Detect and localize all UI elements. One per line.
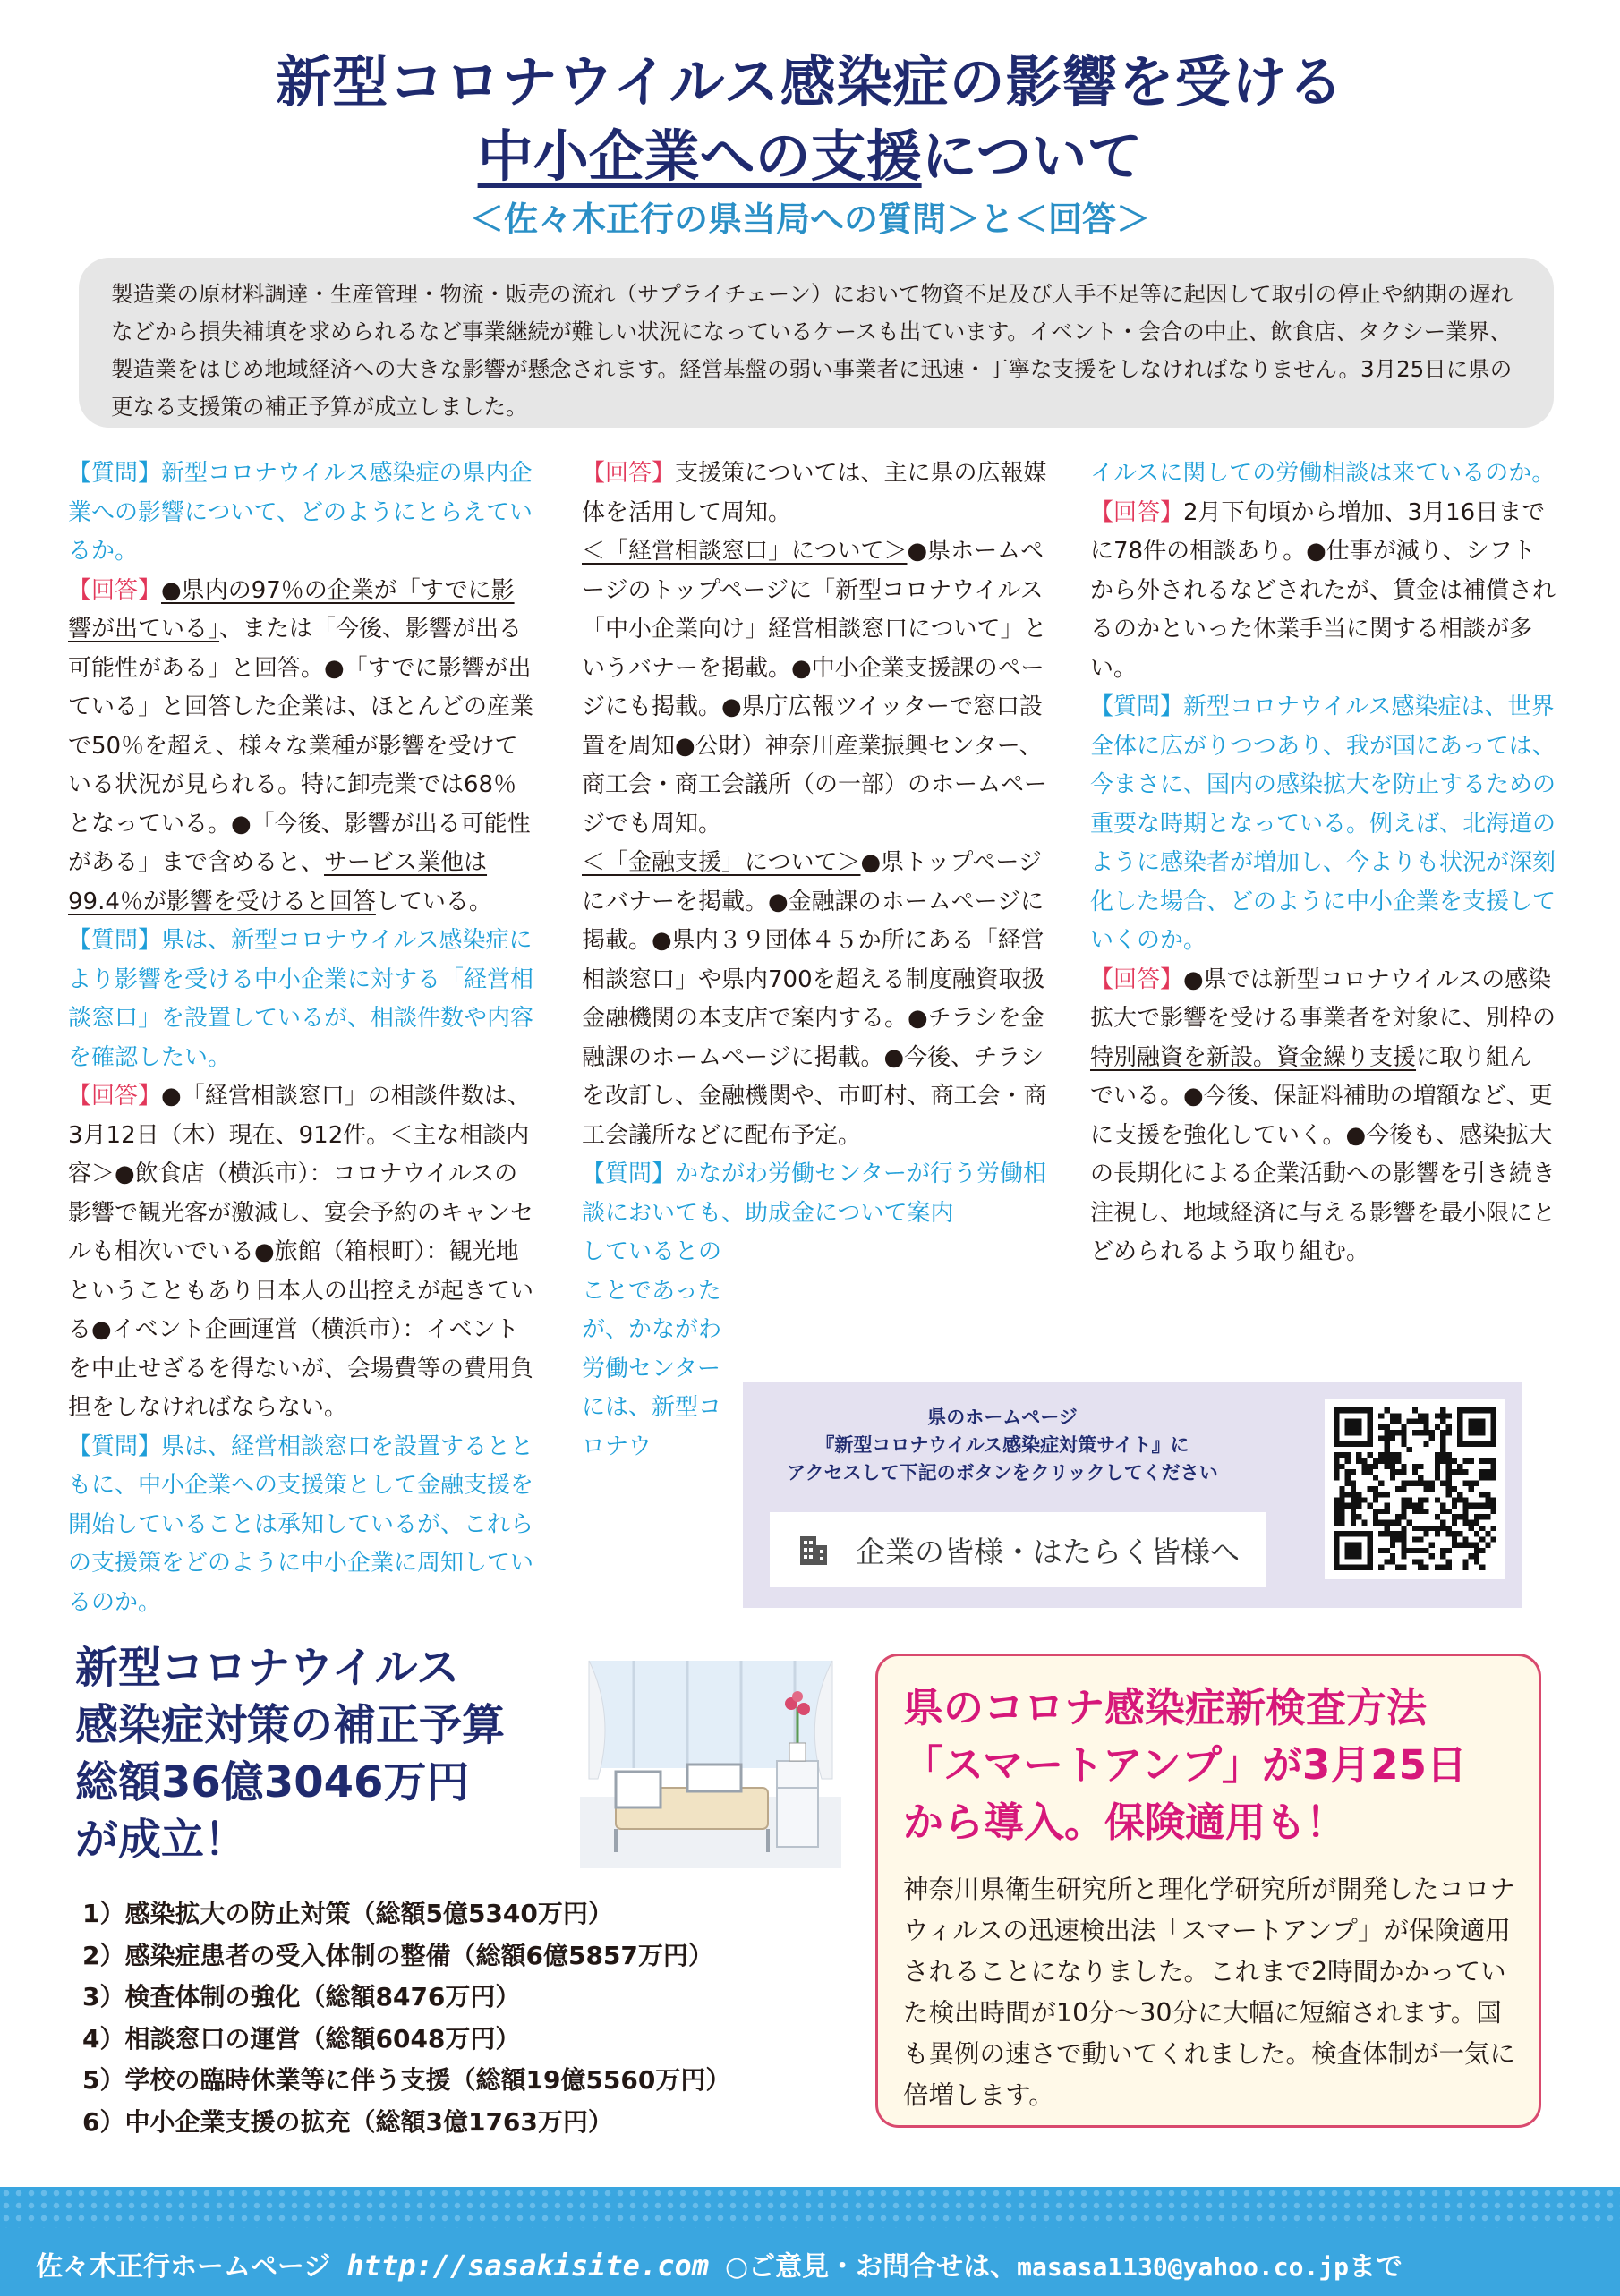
answer-tag: 【回答】: [582, 460, 676, 487]
question-3: 県は、経営相談窓口を設置するとともに、中小企業への支援策として金融支援を開始していることは承知しているが、これらの支援策をどのように中小企業に周知しているのか。: [68, 1433, 534, 1616]
page-title-line2: [0, 112, 1620, 191]
qr-code[interactable]: [1325, 1399, 1505, 1579]
list-item: 2）感染症患者の受入体制の整備（総額6億5857万円）: [82, 1940, 713, 1970]
answer-1-highlight-1: ●県内の97％の企業が「すでに影響が出ている」: [68, 576, 515, 642]
budget-list: [82, 1893, 730, 2143]
footer: [0, 2187, 1620, 2296]
answer-1-highlight-2: サービス業他は99.4％が影響を受けると回答: [68, 849, 488, 915]
answer-tag: 【回答】: [1090, 965, 1184, 993]
title-rest: について: [921, 123, 1143, 189]
question-tag: 【質問】: [68, 927, 162, 954]
smart-amp-title: [903, 1679, 1467, 1851]
building-icon: [797, 1533, 831, 1567]
question-tag: 【質問】: [1090, 693, 1184, 720]
intro-box: 製造業の原材料調達・生産管理・物流・販売の流れ（サプライチェーン）において物資不足及び人手不足等に起因して取引の停止や納期の遅れなどから損失補填を求められるなど事業継続が難しい状況になっているケースも出ています。イベント・会合の中止、飲食店、タクシー業界、製造業をはじめ地域経済への大きな影響が懸念されます。経営基盤の弱い事業者に迅速・丁寧な支援をしなければなりません。3月25日に県の更なる支援策の補正予算が成立しました。: [79, 258, 1554, 428]
budget-title-line-4: が成立！: [75, 1815, 248, 1865]
answer-4: 2月下旬頃から増加、3月16日までに78件の相談あり。●仕事が減り、シフトから外されるなどされたが、賃金は補償されるのかといった休業手当に関する相談が多い。: [1090, 498, 1556, 682]
answer-3-text-3: ●県トップページにバナーを掲載。●金融課のホームページに掲載。●県内３９団体４５か所にある「経営相談窓口」や県内700を超える制度融資取扱金融機関の本支店で案内する。●チラシを金融課のホームページに掲載。●今後、チラシを改訂し、金融機関や、市町村、商工会・商工会議所などに配布予定。: [582, 849, 1047, 1149]
smart-amp-body: 神奈川県衛生研究所と理化学研究所が開発したコロナウィルスの迅速検出法「スマートアンプ」が保険適用されることになりました。これまで2時間かかっていた検出時間が10分～30分に大幅に短縮されます。国も異例の速さで動いてくれました。検査体制が一気に倍増します。: [903, 1875, 1516, 2110]
page-title: 新型コロナウイルス感染症の影響を受ける: [276, 49, 1344, 115]
list-item: 5）学校の臨時休業等に伴う支援（総額19億5560万円）: [82, 2065, 731, 2095]
homepage-info-box: [743, 1382, 1522, 1608]
companies-workers-button[interactable]: [770, 1512, 1266, 1587]
answer-tag: 【回答】: [68, 1083, 162, 1110]
question-4-part-1: かながわ労働センターが行う労働相談においても、助成金について案内: [582, 1161, 1046, 1227]
footer-dot-pattern: [0, 2187, 1620, 2228]
question-5: 新型コロナウイルス感染症は、世界全体に広がりつつあり、我が国にあっては、今まさに、国内の感染拡大を防止するための重要な時期となっている。例えば、北海道のように感染者が増加し、今よりも状況が深刻化した場合、どのように中小企業を支援していくのか。: [1090, 693, 1556, 954]
qa-column-3: [1090, 455, 1556, 1272]
answer-3-text-1: 支援策については、主に県の広報媒体を活用して周知。: [582, 460, 1047, 526]
answer-3-heading-1: ＜「経営相談窓口」について＞: [582, 538, 908, 565]
smart-amp-box: [875, 1654, 1541, 2128]
answer-5-text-1: ●県では新型コロナウイルスの感染拡大で影響を受ける事業者を対象に、別枠の: [1090, 965, 1556, 1032]
answer-tag: 【回答】: [68, 576, 162, 604]
button-label: 企業の皆様・はたらく皆様へ: [856, 1534, 1240, 1569]
homepage-line-3: アクセスして下記のボタンをクリックしてください: [787, 1462, 1218, 1484]
title-underlined: 中小企業への支援: [477, 123, 922, 189]
list-item: 3）検査体制の強化（総額8476万円）: [82, 1982, 521, 2011]
list-item: 4）相談窓口の運営（総額6048万円）: [82, 2023, 521, 2054]
homepage-line-2: 『新型コロナウイルス感染症対策サイト』に: [815, 1434, 1189, 1456]
answer-5-highlight: 特別融資を新設。資金繰り支援: [1090, 1043, 1417, 1071]
footer-text: [36, 2244, 1403, 2283]
answer-1-text-1: 、または「今後、影響が出る可能性がある」と回答。●「すでに影響が出ている」と回答した企業は、ほとんどの産業で50％を超え、様々な業種が影響を受けている状況が見られる。特に卸売業では68％となっている。●「今後、影響が出る可能性がある」まで含めると、: [68, 616, 534, 876]
homepage-instructions: [770, 1404, 1235, 1487]
answer-3-heading-2: ＜「金融支援」について＞: [582, 849, 861, 876]
homepage-link[interactable]: http://sasakisite.com: [346, 2249, 709, 2283]
question-1: 新型コロナウイルス感染症の県内企業への影響について、どのようにとらえているか。: [68, 460, 533, 565]
budget-title-line-1: 新型コロナウイルス: [75, 1643, 460, 1693]
question-tag: 【質問】: [68, 1433, 162, 1460]
answer-1-text-2: している。: [375, 888, 492, 915]
email-link[interactable]: masasa1130@yahoo.co.jp: [1017, 2252, 1350, 2282]
footer-label: 佐々木正行ホームページ: [36, 2251, 331, 2283]
question-4-part-3: イルスに関しての労働相談は来ているのか。: [1090, 460, 1556, 487]
footer-contact: ○ご意見・お問合せは、: [724, 2251, 1018, 2283]
qa-column-1: [68, 455, 535, 1622]
answer-3-text-2: ●県ホームページのトップページに「新型コロナウイルス「中小企業向け」経営相談窓口について」というバナーを掲載。●中小企業支援課のページにも掲載。●県庁広報ツイッターで窓口設置を周知●公財）神奈川産業振興センター、商工会・商工会議所（の一部）のホームページでも周知。: [582, 538, 1048, 838]
budget-title-line-3: 総額36億3046万円: [75, 1757, 470, 1807]
question-tag: 【質問】: [582, 1161, 676, 1187]
hospital-room-illustration: [580, 1654, 841, 1868]
question-4-part-2: しているとのことであったが、かながわ労働センターには、新型コロナウ: [582, 1238, 722, 1460]
qa-column-2: [582, 455, 1049, 1467]
question-tag: 【質問】: [68, 460, 162, 487]
answer-5-text-2: に取り組んでいる。●今後、保証料補助の増額など、更に支援を強化していく。●今後も、感染拡大の長期化による企業活動への影響を引き続き注視し、地域経済に与える影響を最小限にとどめられるよう取り組む。: [1090, 1043, 1556, 1265]
answer-2: ●「経営相談窓口」の相談件数は、3月12日（木）現在、912件。＜主な相談内容＞●飲食店（横浜市）：コロナウイルスの影響で観光客が激減し、宴会予約のキャンセルも相次いでいる●旅館（箱根町）：観光地ということもあり日本人の出控えが起きている●イベント企画運営（横浜市）：イベントを中止せざるを得ないが、会場費等の費用負担をしなければならない。: [68, 1083, 534, 1421]
answer-tag: 【回答】: [1090, 498, 1184, 526]
footer-suffix: まで: [1349, 2251, 1403, 2283]
homepage-line-1: 県のホームページ: [927, 1407, 1078, 1428]
list-item: 6）中小企業支援の拡充（総額3億1763万円）: [82, 2106, 613, 2137]
smart-amp-title-line-3: から導入。保険適用も！: [903, 1799, 1347, 1846]
question-2: 県は、新型コロナウイルス感染症により影響を受ける中小企業に対する「経営相談窓口」を設置しているが、相談件数や内容を確認したい。: [68, 927, 534, 1071]
budget-title-line-2: 感染症対策の補正予算: [75, 1700, 506, 1750]
list-item: 1）感染拡大の防止対策（総額5億5340万円）: [82, 1899, 613, 1928]
smart-amp-title-line-2: 「スマートアンプ」が3月25日: [903, 1741, 1467, 1789]
page-subtitle: ＜佐々木正行の県当局への質問＞と＜回答＞: [469, 199, 1150, 239]
budget-title: [75, 1639, 505, 1868]
smart-amp-title-line-1: 県のコロナ感染症新検査方法: [903, 1684, 1428, 1731]
